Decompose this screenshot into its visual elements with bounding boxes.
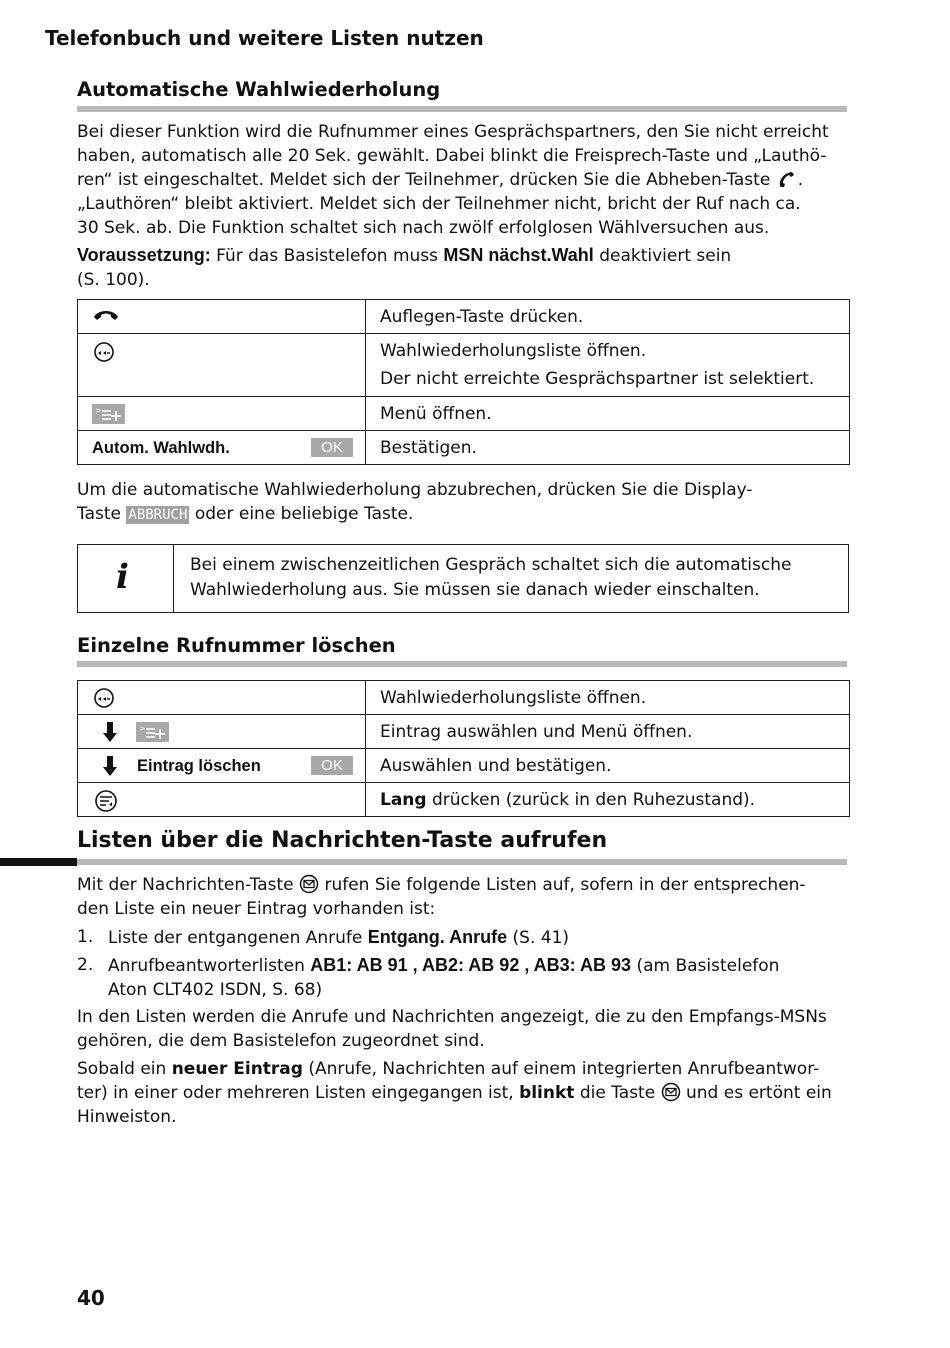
section3-paragraph-2: In den Listen werden die Anrufe und Nachrichten angezeigt, die zu den Empfangs-MSNs gehören, die dem Basistelefon zugeordnet sind. xyxy=(77,1007,827,1051)
emphasis-blinks: blinkt xyxy=(519,1083,575,1103)
arrow-down-icon xyxy=(102,721,118,748)
step-row xyxy=(78,783,850,817)
ok-softkey: OK xyxy=(311,438,353,457)
message-key-icon xyxy=(661,1082,681,1102)
svg-text:>: > xyxy=(139,724,146,733)
pickup-key-icon xyxy=(776,169,798,189)
menu-item-label: Autom. Wahlwdh. xyxy=(92,439,230,457)
menu-item-label: Eintrag löschen xyxy=(137,757,261,775)
step-text-bold: Lang xyxy=(380,790,427,810)
precondition-setting: MSN nächst.Wahl xyxy=(443,245,594,265)
step-row xyxy=(78,300,850,334)
section1-intro xyxy=(77,120,857,240)
cancel-line: Um die automatische Wahlwiederholung abzubrechen, drücken Sie die Display- xyxy=(77,480,753,500)
cancel-paragraph xyxy=(77,478,857,526)
hang-up-key-icon xyxy=(92,307,120,328)
info-icon-cell xyxy=(78,545,174,612)
step-key-cell xyxy=(78,715,366,749)
step-key-cell xyxy=(78,431,366,465)
page-number: 40 xyxy=(77,1286,105,1310)
step-key-cell xyxy=(78,749,366,783)
info-text: Bei einem zwischenzeitlichen Gespräch schaltet sich die automatische Wahlwiederholung aus. Sie müssen sie danach wieder einschalten. xyxy=(190,555,792,600)
intro-line: „Lauthören“ bleibt aktiviert. Meldet sich der Teilnehmer nicht, bricht der Ruf nach ca. xyxy=(77,194,801,214)
list-name: Entgang. Anrufe xyxy=(367,927,508,947)
step-row xyxy=(78,715,850,749)
step-description: Wahlwiederholungsliste öffnen. xyxy=(366,681,850,715)
info-box xyxy=(77,544,849,613)
menu-key-icon xyxy=(136,722,169,742)
svg-text:>: > xyxy=(95,406,102,415)
step-row xyxy=(78,397,850,431)
intro-line: Bei dieser Funktion wird die Rufnummer eines Gesprächspartners, den Sie nicht erreicht xyxy=(77,122,829,142)
step-key-cell xyxy=(78,681,366,715)
steps-table-delete xyxy=(77,680,850,817)
emphasis-new-entry: neuer Eintrag xyxy=(171,1059,303,1079)
info-icon: i xyxy=(116,557,129,597)
step-key-cell xyxy=(78,334,366,397)
step-description: Bestätigen. xyxy=(366,431,850,465)
menu-key-icon xyxy=(92,404,125,424)
step-description: Eintrag auswählen und Menü öffnen. xyxy=(366,715,850,749)
list-name: AB1: AB 91 , AB2: AB 92 , AB3: AB 93 xyxy=(310,955,632,975)
precondition-tail: deaktiviert sein xyxy=(599,246,732,266)
section3-intro: Mit der Nachrichten-Taste rufen Sie folgende Listen auf, sofern in der entsprechen- den Liste ein neuer Eintrag vorhanden ist: xyxy=(77,875,806,919)
end-call-key-icon xyxy=(94,789,118,818)
step-description: Auflegen-Taste drücken. xyxy=(366,300,850,334)
step-text-2: Der nicht erreichte Gesprächspartner ist selektiert. xyxy=(380,369,815,389)
intro-line: ren“ ist eingeschaltet. Meldet sich der Teilnehmer, drücken Sie die Abheben-Taste . xyxy=(77,170,804,190)
section-rule xyxy=(77,661,847,667)
message-key-icon xyxy=(299,874,319,894)
step-text: Wahlwiederholungsliste öffnen. xyxy=(380,341,647,361)
step-row xyxy=(78,681,850,715)
section3-paragraph-3: Sobald ein neuer Eintrag (Anrufe, Nachrichten auf einem integrierten Anrufbeantwor- ter) in einer oder mehreren Listen eingegangen ist, blinkt die Taste und es ertönt ein Hinweiston. xyxy=(77,1059,832,1127)
intro-line: 30 Sek. ab. Die Funktion schaltet sich nach zwölf erfolglosen Wählversuchen aus. xyxy=(77,218,770,238)
step-key-cell xyxy=(78,300,366,334)
arrow-down-icon xyxy=(102,755,118,782)
redial-key-icon xyxy=(93,341,115,368)
abbruch-softkey: ABBRUCH xyxy=(128,507,188,523)
step-key-cell xyxy=(78,783,366,817)
precondition-text: Für das Basistelefon muss xyxy=(216,246,439,266)
step-key-cell xyxy=(78,397,366,431)
step-row xyxy=(78,431,850,465)
precondition-ref: (S. 100). xyxy=(77,270,150,290)
list-number: 2. xyxy=(77,955,94,975)
list-item: 2. Anrufbeantworterlisten AB1: AB 91 , AB2: AB 92 , AB3: AB 93 (am Basistelefon Aton CLT402 ISDN, S. 68) xyxy=(77,955,780,1000)
ok-softkey: OK xyxy=(311,756,353,775)
section-rule xyxy=(77,106,847,112)
precondition-label: Voraussetzung: xyxy=(77,245,211,265)
section-title-message-key-lists: Listen über die Nachrichten-Taste aufrufen xyxy=(77,828,608,853)
chapter-marker-bar xyxy=(0,858,77,866)
step-row xyxy=(78,334,850,397)
precondition xyxy=(77,243,857,292)
list-number: 1. xyxy=(77,927,94,947)
step-description: Auswählen und bestätigen. xyxy=(366,749,850,783)
cancel-line: Taste ABBRUCH oder eine beliebige Taste. xyxy=(77,504,414,524)
section-title-auto-redial: Automatische Wahlwiederholung xyxy=(77,78,441,101)
step-row xyxy=(78,749,850,783)
page-header-title: Telefonbuch und weitere Listen nutzen xyxy=(45,26,484,50)
steps-table-auto-redial xyxy=(77,299,850,465)
intro-line: haben, automatisch alle 20 Sek. gewählt. Dabei blinkt die Freisprech-Taste und „Lauthö- xyxy=(77,146,827,166)
section-title-delete-number: Einzelne Rufnummer löschen xyxy=(77,634,396,657)
step-description: Menü öffnen. xyxy=(366,397,850,431)
step-text: drücken (zurück in den Ruhezustand). xyxy=(431,790,756,810)
section-rule xyxy=(77,859,847,865)
step-description xyxy=(366,783,850,817)
step-description xyxy=(366,334,850,397)
redial-key-icon xyxy=(93,687,115,714)
